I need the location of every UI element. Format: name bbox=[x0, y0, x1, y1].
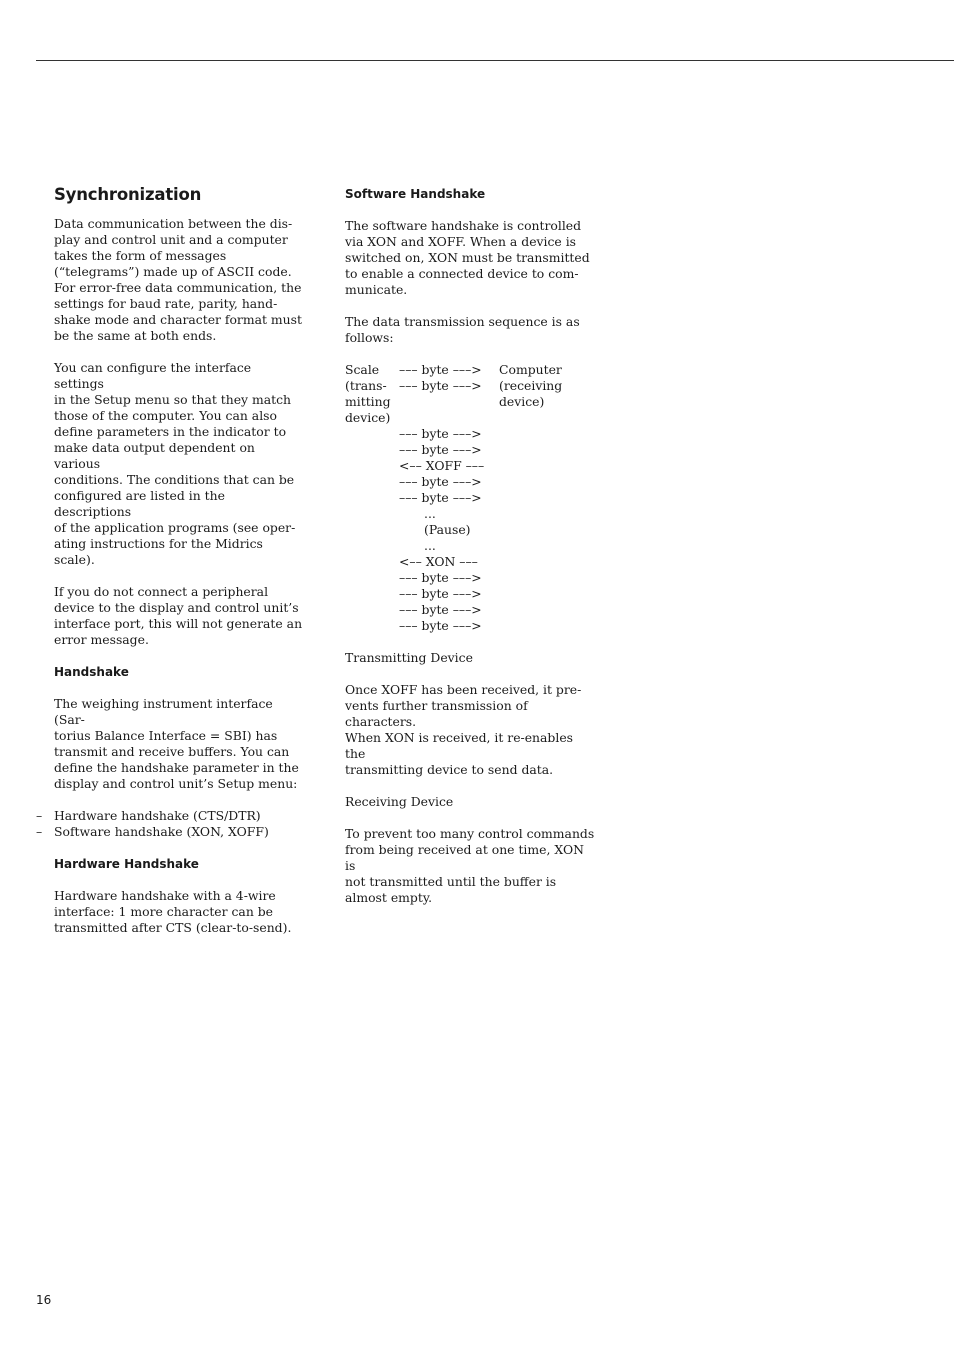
sequence-line: ––– byte –––> bbox=[399, 426, 482, 441]
list-dash-marker: – bbox=[36, 824, 43, 839]
sequence-intro-paragraph: The data transmission sequence is as follows: bbox=[345, 314, 580, 345]
sequence-line: <–– XON ––– bbox=[399, 554, 478, 569]
handshake-heading: Handshake bbox=[54, 665, 129, 679]
list-item-text: Software handshake (XON, XOFF) bbox=[54, 824, 269, 839]
sequence-line: ––– byte –––> bbox=[399, 474, 482, 489]
sequence-line: ... bbox=[424, 506, 436, 521]
list-item-text: Hardware handshake (CTS/DTR) bbox=[54, 808, 261, 823]
sequence-line bbox=[399, 410, 484, 426]
sequence-line: ––– byte –––> bbox=[399, 362, 482, 377]
sequence-line: ... bbox=[424, 538, 436, 553]
peripheral-paragraph: If you do not connect a peripheral device to the display and control unit’s interface port, this will not generate an error message. bbox=[54, 584, 303, 647]
intro-paragraph: Data communication between the dis- play and control unit and a computer takes the form of messages (“telegrams”) made up of ASCII code. For error-free data communication, the settings for baud rate, parity, hand- shake mode and character format must be the same at both ends. bbox=[54, 216, 302, 343]
sequence-source-label: Scale (trans- mitting device) bbox=[345, 362, 391, 425]
software-handshake-paragraph: The software handshake is controlled via XON and XOFF. When a device is switched on, XON must be transmitted to enable a connected device to com- municate. bbox=[345, 218, 590, 297]
section-title: Synchronization bbox=[54, 185, 202, 204]
sequence-line: ––– byte –––> bbox=[399, 586, 482, 601]
header-rule bbox=[36, 60, 954, 61]
handshake-options-list bbox=[36, 808, 304, 840]
list-item bbox=[36, 808, 304, 824]
setup-paragraph: You can configure the interface settings in the Setup menu so that they match those of the computer. You can also define parameters in the indicator to make data output dependent on various conditions. The conditions that can be configured are listed in the descriptions of the application programs (see oper- ating instructions for the Midrics scale). bbox=[54, 360, 296, 567]
software-handshake-heading: Software Handshake bbox=[345, 187, 486, 201]
sequence-line: ––– byte –––> bbox=[399, 618, 482, 633]
sequence-line: ––– byte –––> bbox=[399, 442, 482, 457]
sequence-line: ––– byte –––> bbox=[399, 490, 482, 505]
sequence-line: ––– byte –––> bbox=[399, 602, 482, 617]
handshake-paragraph: The weighing instrument interface (Sar- torius Balance Interface = SBI) has transmit and receive buffers. You can define the handshake parameter in the display and control unit’s Setup menu: bbox=[54, 696, 299, 791]
sequence-line bbox=[399, 394, 484, 410]
receiving-device-paragraph: To prevent too many control commands from being received at one time, XON is not transmitted until the buffer is almost empty. bbox=[345, 826, 595, 905]
list-item bbox=[36, 824, 304, 840]
right-column bbox=[345, 184, 595, 922]
sequence-lines bbox=[399, 362, 484, 634]
transmission-sequence-diagram bbox=[345, 362, 595, 634]
left-column bbox=[36, 184, 304, 952]
page-number: 16 bbox=[36, 1293, 52, 1307]
receiving-device-label: Receiving Device bbox=[345, 794, 454, 809]
sequence-target-label: Computer (receiving device) bbox=[499, 362, 563, 409]
sequence-line: (Pause) bbox=[424, 522, 471, 537]
hardware-handshake-paragraph: Hardware handshake with a 4-wire interface: 1 more character can be transmitted after CTS (clear-to-send). bbox=[54, 888, 292, 935]
transmitting-device-label: Transmitting Device bbox=[345, 650, 473, 665]
transmitting-device-paragraph: Once XOFF has been received, it pre- vents further transmission of characters. When XON is received, it re-enables the transmitting device to send data. bbox=[345, 682, 582, 777]
sequence-line: ––– byte –––> bbox=[399, 570, 482, 585]
hardware-handshake-heading: Hardware Handshake bbox=[54, 857, 199, 871]
sequence-line: ––– byte –––> bbox=[399, 378, 482, 393]
sequence-line: <–– XOFF ––– bbox=[399, 458, 485, 473]
list-dash-marker: – bbox=[36, 808, 43, 823]
